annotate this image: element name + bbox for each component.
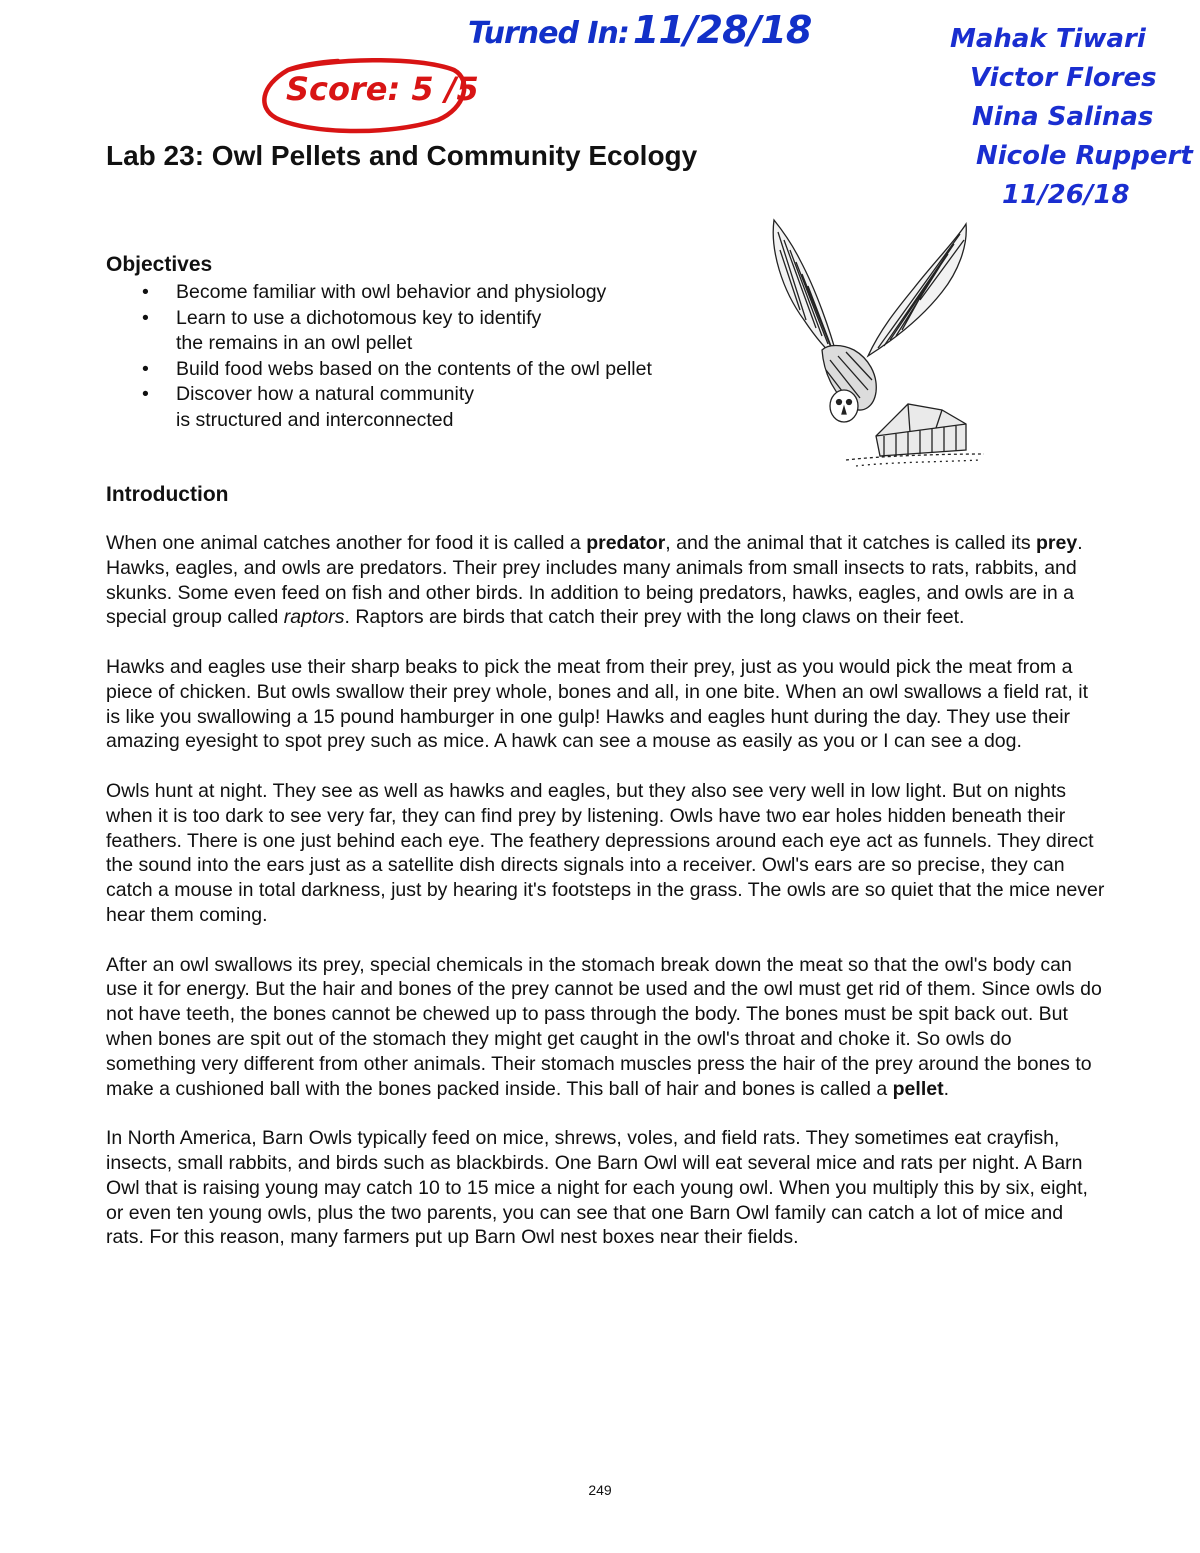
objective-item [142,306,652,357]
objective-line: the remains in an owl pellet [176,332,413,354]
turned-in-label: Turned In: [468,16,629,51]
paragraph: Owls hunt at night. They see as well as hawks and eagles, but they also see very well in low light. But on nights when it is too dark to see very far, they can find prey by listening. Owls have two ear holes hidden beneath their feathers. There is one just behind each eye. The feathery depressions around each eye act as funnels. They direct the sound into the ears just as a satellite dish directs signals into a receiver. Owl's ears are so precise, they can catch a mouse in total darkness, just by hearing it's footsteps in the grass. The owls are so quiet that the mice never hear them coming. [106,779,1105,926]
objective-item: • Become familiar with owl behavior and physiology [142,280,652,306]
objectives-heading: Objectives [106,253,213,276]
introduction-heading: Introduction [106,483,229,506]
text-run: . [943,1077,949,1100]
name-date: 11/26/18 [1002,180,1130,210]
paragraph: Hawks and eagles use their sharp beaks to pick the meat from their prey, just as you would pick the meat from a piece of chicken. But owls swallow their prey whole, bones and all, in one bite. When an owl swallows a field rat, it is like you swallowing a 15 pound hamburger in one gulp! Hawks and eagles hunt during the day. They use their amazing eyesight to spot prey such as mice. A hawk can see a mouse as easily as you or I can see a dog. [106,655,1088,753]
introduction-body [106,531,1106,1275]
objective-line: Learn to use a dichotomous key to identify [176,306,542,329]
student-name: Nina Salinas [972,102,1154,132]
text-run: . Raptors are birds that catch their prey with the long claws on their feet. [344,606,965,629]
paragraph [106,531,1106,630]
term-raptors: raptors [283,606,345,629]
paragraph [106,953,1106,1102]
objective-item [142,382,652,433]
student-names [940,20,1193,215]
objectives-list [142,280,652,433]
term-pellet: pellet [892,1077,944,1100]
text-run: . Hawks, eagles, and owls are predators. Their prey includes many animals from small insects to rats, rabbits, and skunks. Some even feed on fish and other birds. In addition to being predators, hawks, eagles, and owls are in a special group called [106,532,1083,629]
objective-line: is structured and interconnected [176,408,454,431]
text-run: When one animal catches another for food it is called a [106,532,587,554]
turned-in-date: 11/28/18 [632,8,812,52]
paragraph: In North America, Barn Owls typically feed on mice, shrews, voles, and field rats. They sometimes eat crayfish, insects, small rabbits, and birds such as blackbirds. One Barn Owl will eat several mice and rats per night. A Barn Owl that is raising young may catch 10 to 15 mice a night for each young owl. When you multiply this by six, eight, or even ten young owls, plus the two parents, you can see that one Barn Owl family can catch a lot of mice and rats. For this reason, many farmers put up Barn Owl nest boxes near their fields. [106,1127,1088,1249]
text-run: After an owl swallows its prey, special chemicals in the stomach break down the meat so that the owl's body can use it for energy. But the hair and bones of the prey cannot be used and the owl must get rid of them. Since owls do not have teeth, the bones cannot be chewed up to pass through the body. The bones must be spit back out. But when bones are spit out of the stomach they might get caught in the owl's throat and choke it. So owls do something very different from other animals. Their stomach muscles press the hair of the prey around the bones to make a cushioned ball with the bones packed inside. This ball of hair and bones is called a [106,953,1102,1100]
owl-barn-illustration [760,210,992,472]
term-prey: prey [1036,532,1078,554]
text-run: , and the animal that it catches is called its [665,532,1036,554]
term-predator: predator [586,532,666,554]
student-name: Mahak Tiwari [950,24,1146,54]
student-name: Victor Flores [970,63,1157,93]
objective-line: Discover how a natural community [176,383,475,405]
page-number: 249 [588,1482,612,1498]
turned-in-annotation [468,8,811,52]
page-title: Lab 23: Owl Pellets and Community Ecology [106,140,698,171]
student-name: Nicole Ruppert [976,141,1193,171]
score-annotation: Score: 5 /5 [286,70,479,108]
objective-item: • Build food webs based on the contents of the owl pellet [142,357,652,383]
